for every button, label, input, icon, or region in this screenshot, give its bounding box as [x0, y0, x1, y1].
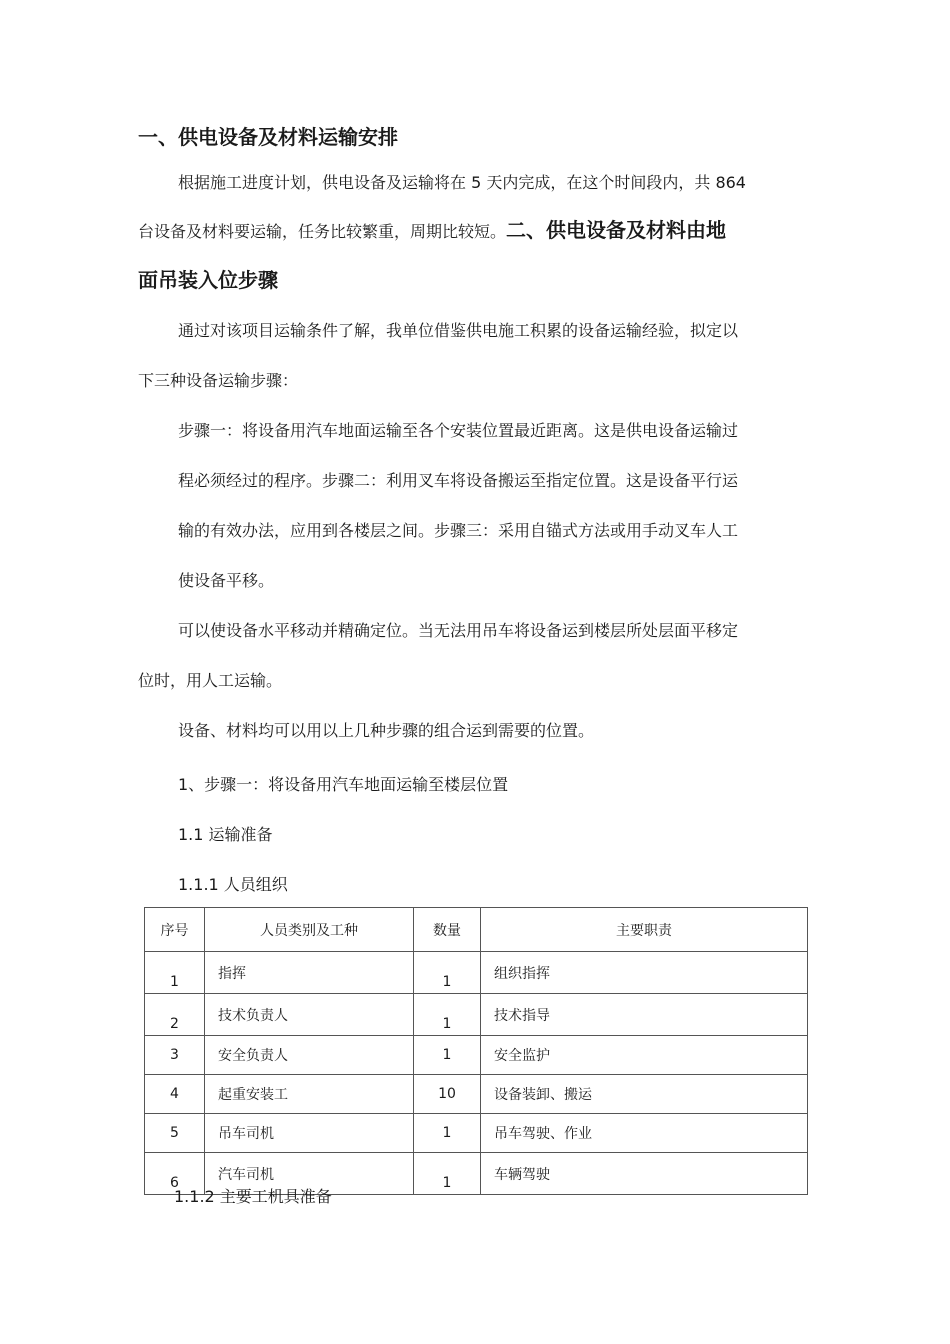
- heading-2: 二、供电设备及材料由地: [506, 218, 727, 242]
- steps-line-1: 步骤一：将设备用汽车地面运输至各个安装位置最近距离。这是供电设备运输过: [178, 421, 739, 440]
- paragraph-1-line-2: [138, 214, 726, 243]
- section-1-1-2-heading: 1.1.2 主要工机具准备: [174, 1187, 332, 1206]
- cell-index: 1: [145, 952, 205, 994]
- cell-duty: 设备装卸、搬运: [481, 1075, 808, 1114]
- heading-1: 一、供电设备及材料运输安排: [138, 125, 398, 149]
- cell-quantity: 1: [414, 1153, 481, 1195]
- header-role: 人员类别及工种: [205, 908, 414, 952]
- cell-quantity: 1: [414, 952, 481, 994]
- heading-2-continued: 面吊装入位步骤: [138, 268, 278, 292]
- paragraph-1-line-1: 根据施工进度计划，供电设备及运输将在 5 天内完成，在这个时间段内，共 864: [178, 173, 746, 192]
- table-header-row: [145, 908, 808, 952]
- section-1-heading: 1、步骤一：将设备用汽车地面运输至楼层位置: [178, 775, 509, 794]
- paragraph-4: 设备、材料均可以用以上几种步骤的组合运到需要的位置。: [178, 721, 595, 740]
- header-index: 序号: [145, 908, 205, 952]
- cell-index: 2: [145, 994, 205, 1036]
- cell-role: 汽车司机: [205, 1153, 414, 1195]
- cell-index: 6: [145, 1153, 205, 1195]
- paragraph-3-line-2: 位时，用人工运输。: [138, 671, 283, 690]
- cell-duty: 技术指导: [481, 994, 808, 1036]
- steps-line-4: 使设备平移。: [178, 571, 275, 590]
- personnel-table: [144, 907, 808, 1195]
- cell-index: 4: [145, 1075, 205, 1114]
- cell-duty: 车辆驾驶: [481, 1153, 808, 1195]
- cell-role: 起重安装工: [205, 1075, 414, 1114]
- paragraph-2-line-2: 下三种设备运输步骤：: [138, 371, 299, 390]
- cell-quantity: 1: [414, 1036, 481, 1075]
- steps-line-2: 程必须经过的程序。步骤二：利用叉车将设备搬运至指定位置。这是设备平行运: [178, 471, 739, 490]
- header-quantity: 数量: [414, 908, 481, 952]
- cell-quantity: 10: [414, 1075, 481, 1114]
- cell-duty: 组织指挥: [481, 952, 808, 994]
- steps-line-3: 输的有效办法，应用到各楼层之间。步骤三：采用自锚式方法或用手动叉车人工: [178, 521, 739, 540]
- cell-duty: 安全监护: [481, 1036, 808, 1075]
- cell-index: 3: [145, 1036, 205, 1075]
- cell-quantity: 1: [414, 994, 481, 1036]
- section-1-1-heading: 1.1 运输准备: [178, 825, 273, 844]
- section-1-1-1-heading: 1.1.1 人员组织: [178, 875, 288, 894]
- table-row: [145, 1075, 808, 1114]
- cell-role: 吊车司机: [205, 1114, 414, 1153]
- table-row: [145, 1036, 808, 1075]
- paragraph-1-tail: 台设备及材料要运输，任务比较繁重，周期比较短。: [138, 222, 507, 241]
- cell-duty: 吊车驾驶、作业: [481, 1114, 808, 1153]
- cell-index: 5: [145, 1114, 205, 1153]
- cell-role: 安全负责人: [205, 1036, 414, 1075]
- paragraph-3-line-1: 可以使设备水平移动并精确定位。当无法用吊车将设备运到楼层所处层面平移定: [178, 621, 739, 640]
- table-row: [145, 1114, 808, 1153]
- header-duty: 主要职责: [481, 908, 808, 952]
- table-row: [145, 952, 808, 994]
- cell-role: 指挥: [205, 952, 414, 994]
- paragraph-2-line-1: 通过对该项目运输条件了解，我单位借鉴供电施工积累的设备运输经验，拟定以: [178, 321, 739, 340]
- cell-role: 技术负责人: [205, 994, 414, 1036]
- cell-quantity: 1: [414, 1114, 481, 1153]
- table-row: [145, 994, 808, 1036]
